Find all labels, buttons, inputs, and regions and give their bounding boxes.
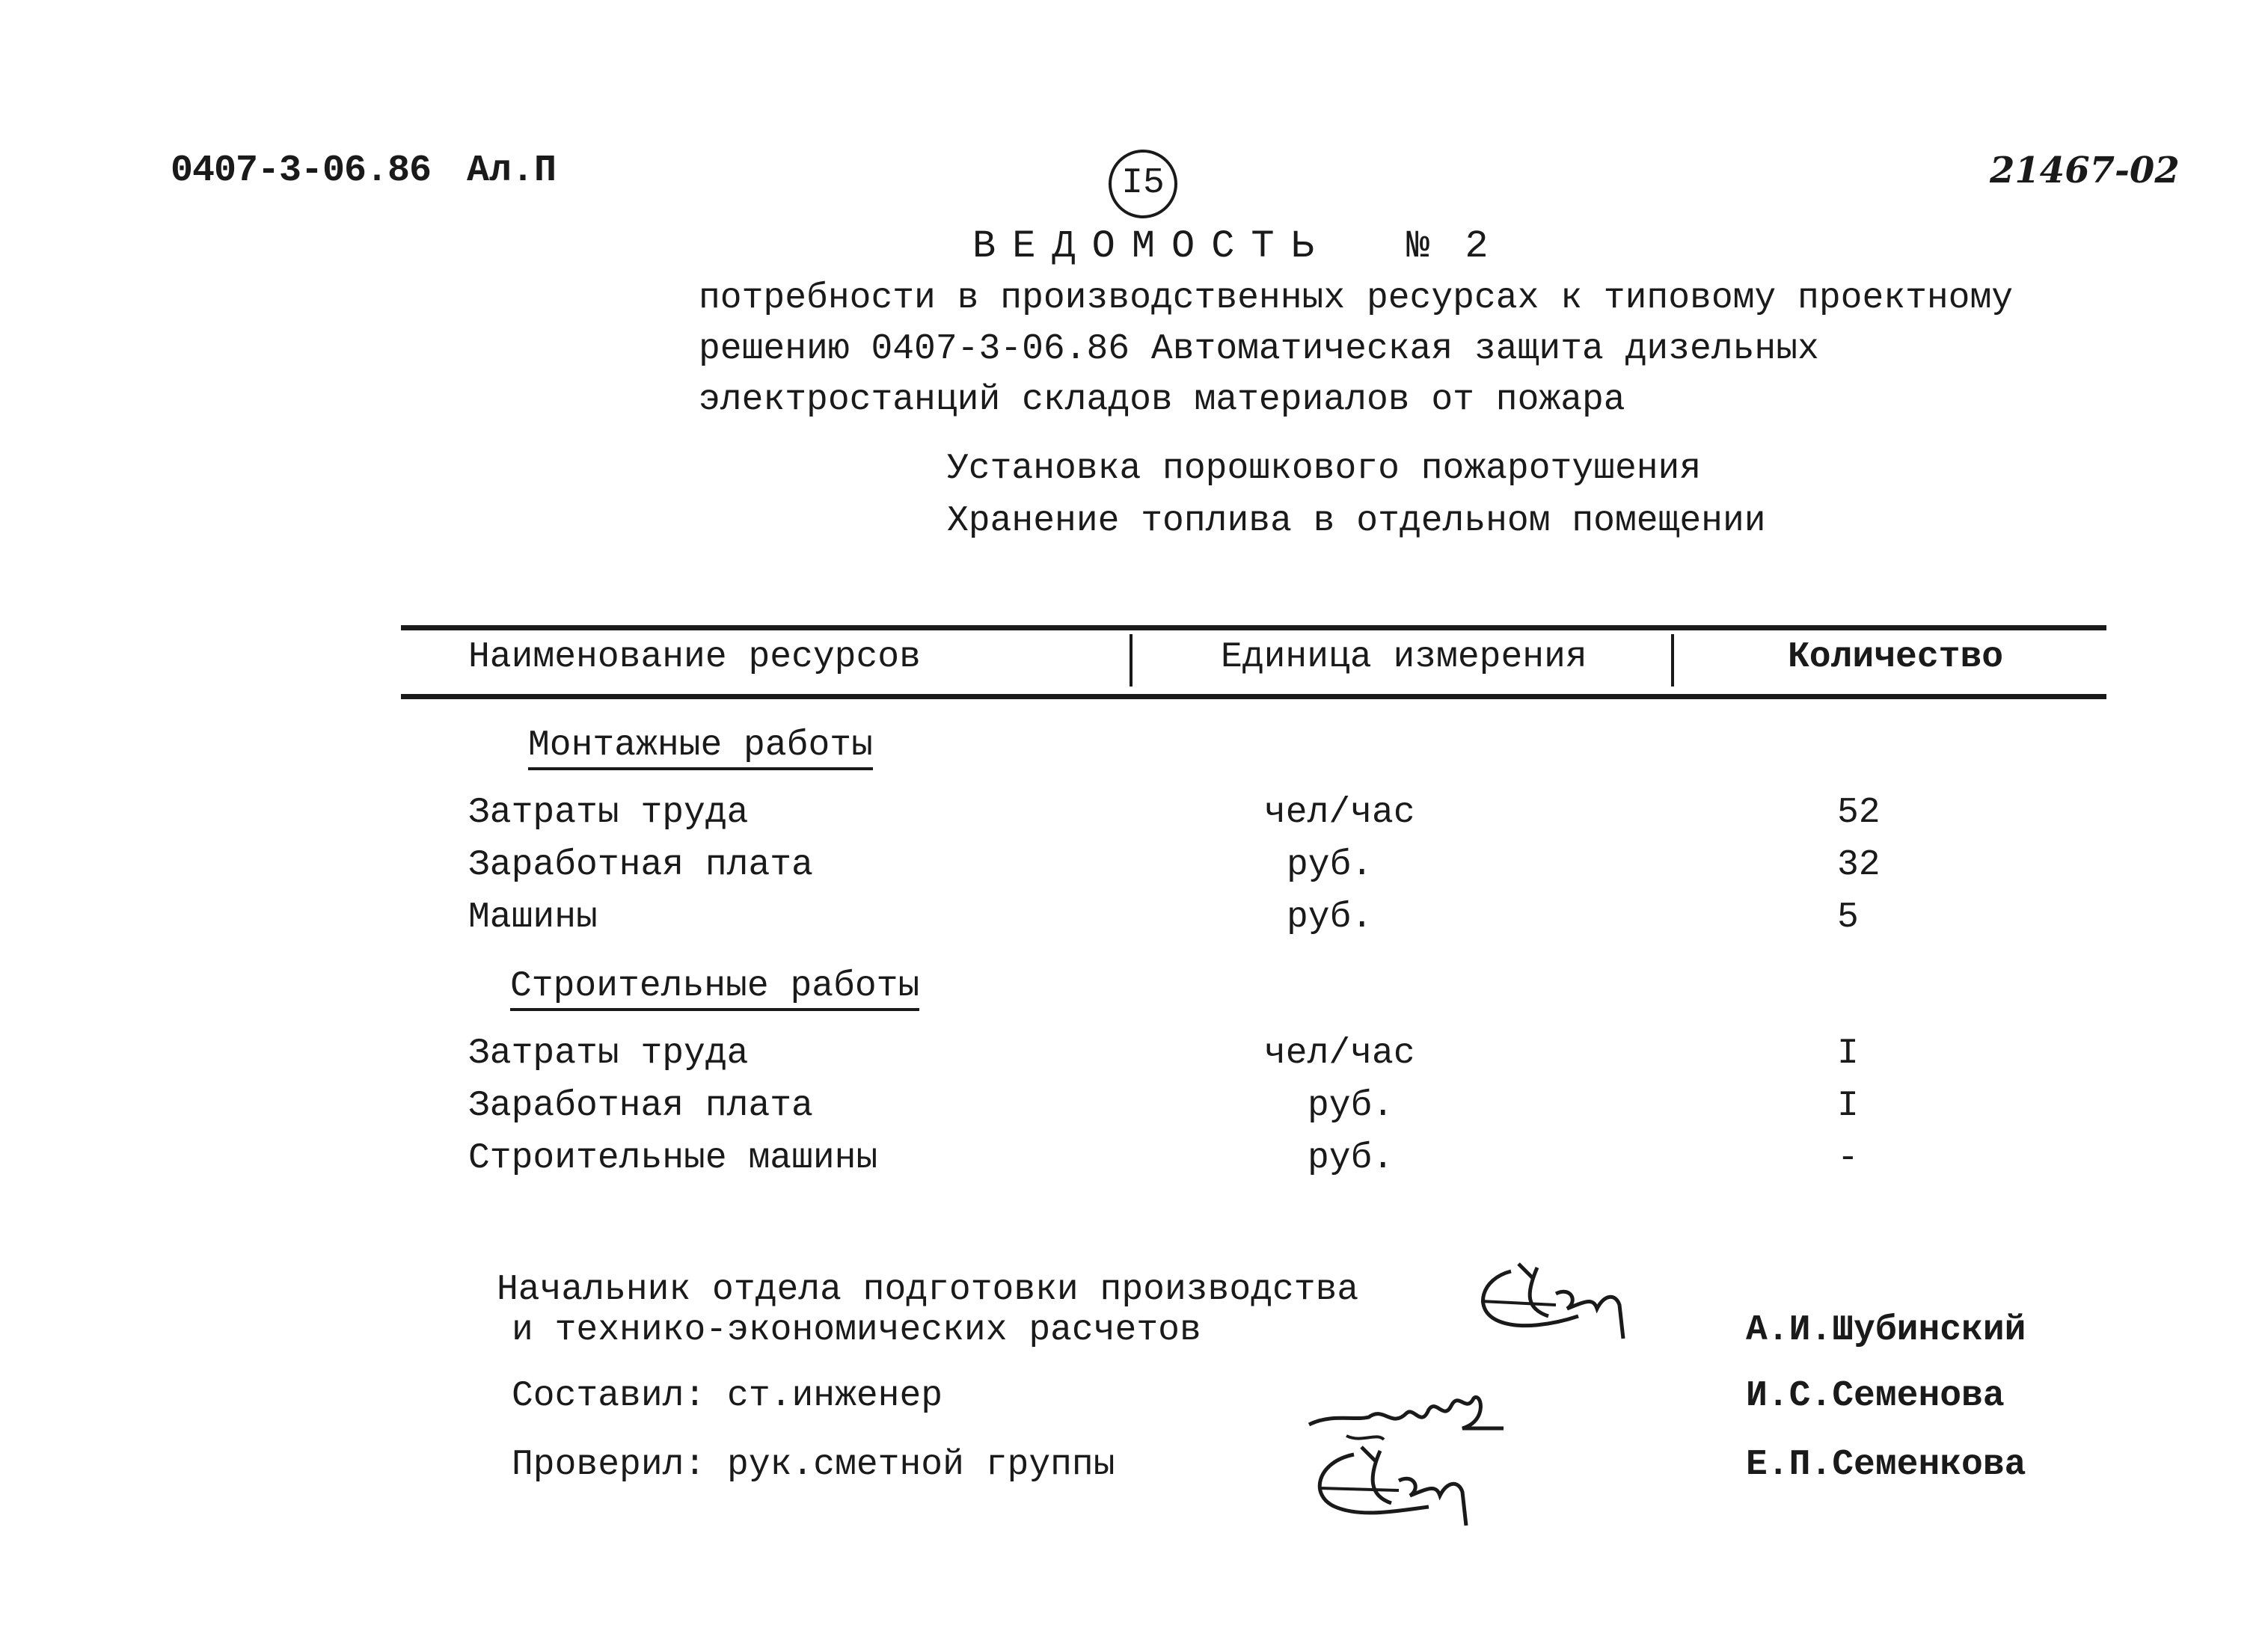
document-title: ВЕДОМОСТЬ — [972, 224, 1331, 268]
resource-unit: чел/час — [1264, 1033, 1415, 1074]
handwritten-signature — [1466, 1249, 1646, 1354]
description-line-2: решению 0407-3-06.86 Автоматическая защита дизельных — [699, 329, 1819, 369]
resource-quantity: 52 — [1837, 793, 1881, 833]
resource-unit: руб. — [1287, 897, 1373, 938]
resource-name: Затраты труда — [468, 1033, 749, 1074]
resource-quantity: 32 — [1837, 845, 1881, 885]
column-separator — [1671, 634, 1674, 686]
resource-name: Машины — [468, 897, 598, 938]
description-line-1: потребности в производственных ресурсах к типовому проектному — [699, 278, 2014, 319]
sheet-label: Ал.П — [467, 150, 557, 192]
resource-unit: руб. — [1287, 845, 1373, 885]
signatory-name-checked: Е.П.Семенкова — [1746, 1445, 2026, 1485]
signatory-role-head-line-1: Начальник отдела подготовки производства — [497, 1270, 1359, 1310]
signatory-name-compiled: И.С.Семенова — [1746, 1376, 2005, 1416]
signatory-name-head: А.И.Шубинский — [1746, 1310, 2026, 1351]
description-line-3: электростанций складов материалов от пожара — [699, 380, 1625, 420]
table-header-rule — [401, 694, 2106, 699]
resource-quantity: I — [1837, 1033, 1859, 1074]
resource-unit: руб. — [1308, 1138, 1394, 1179]
header-unit: Единица измерения — [1221, 637, 1587, 678]
resource-name: Заработная плата — [468, 845, 813, 885]
header-quantity: Количество — [1788, 637, 2004, 678]
page-number-badge: I5 — [1109, 150, 1177, 218]
resource-name: Заработная плата — [468, 1086, 813, 1126]
archive-number: 21467-02 — [1990, 150, 2180, 191]
resource-name: Затраты труда — [468, 793, 749, 833]
subtitle-line-2: Хранение топлива в отдельном помещении — [947, 501, 1766, 541]
handwritten-signature — [1302, 1436, 1496, 1533]
section-title: Строительные работы — [510, 966, 919, 1011]
resource-quantity: I — [1837, 1086, 1859, 1126]
document-code: 0407-3-06.86 — [171, 150, 432, 192]
table-top-rule — [401, 625, 2106, 630]
resource-unit: чел/час — [1264, 793, 1415, 833]
signatory-role-head-line-2: и технико-экономических расчетов — [512, 1310, 1201, 1351]
resource-quantity: 5 — [1837, 897, 1859, 938]
resource-unit: руб. — [1308, 1086, 1394, 1126]
subtitle-line-1: Установка порошкового пожаротушения — [947, 449, 1702, 489]
resource-quantity: - — [1837, 1138, 1859, 1179]
signatory-role-checked: Проверил: рук.сметной группы — [512, 1445, 1115, 1485]
document-number: № 2 — [1406, 224, 1495, 268]
signatory-role-compiled: Составил: ст.инженер — [512, 1376, 943, 1416]
section-title: Монтажные работы — [528, 725, 873, 770]
column-separator — [1130, 634, 1133, 686]
header-resource-name: Наименование ресурсов — [468, 637, 921, 678]
resource-name: Строительные машины — [468, 1138, 878, 1179]
